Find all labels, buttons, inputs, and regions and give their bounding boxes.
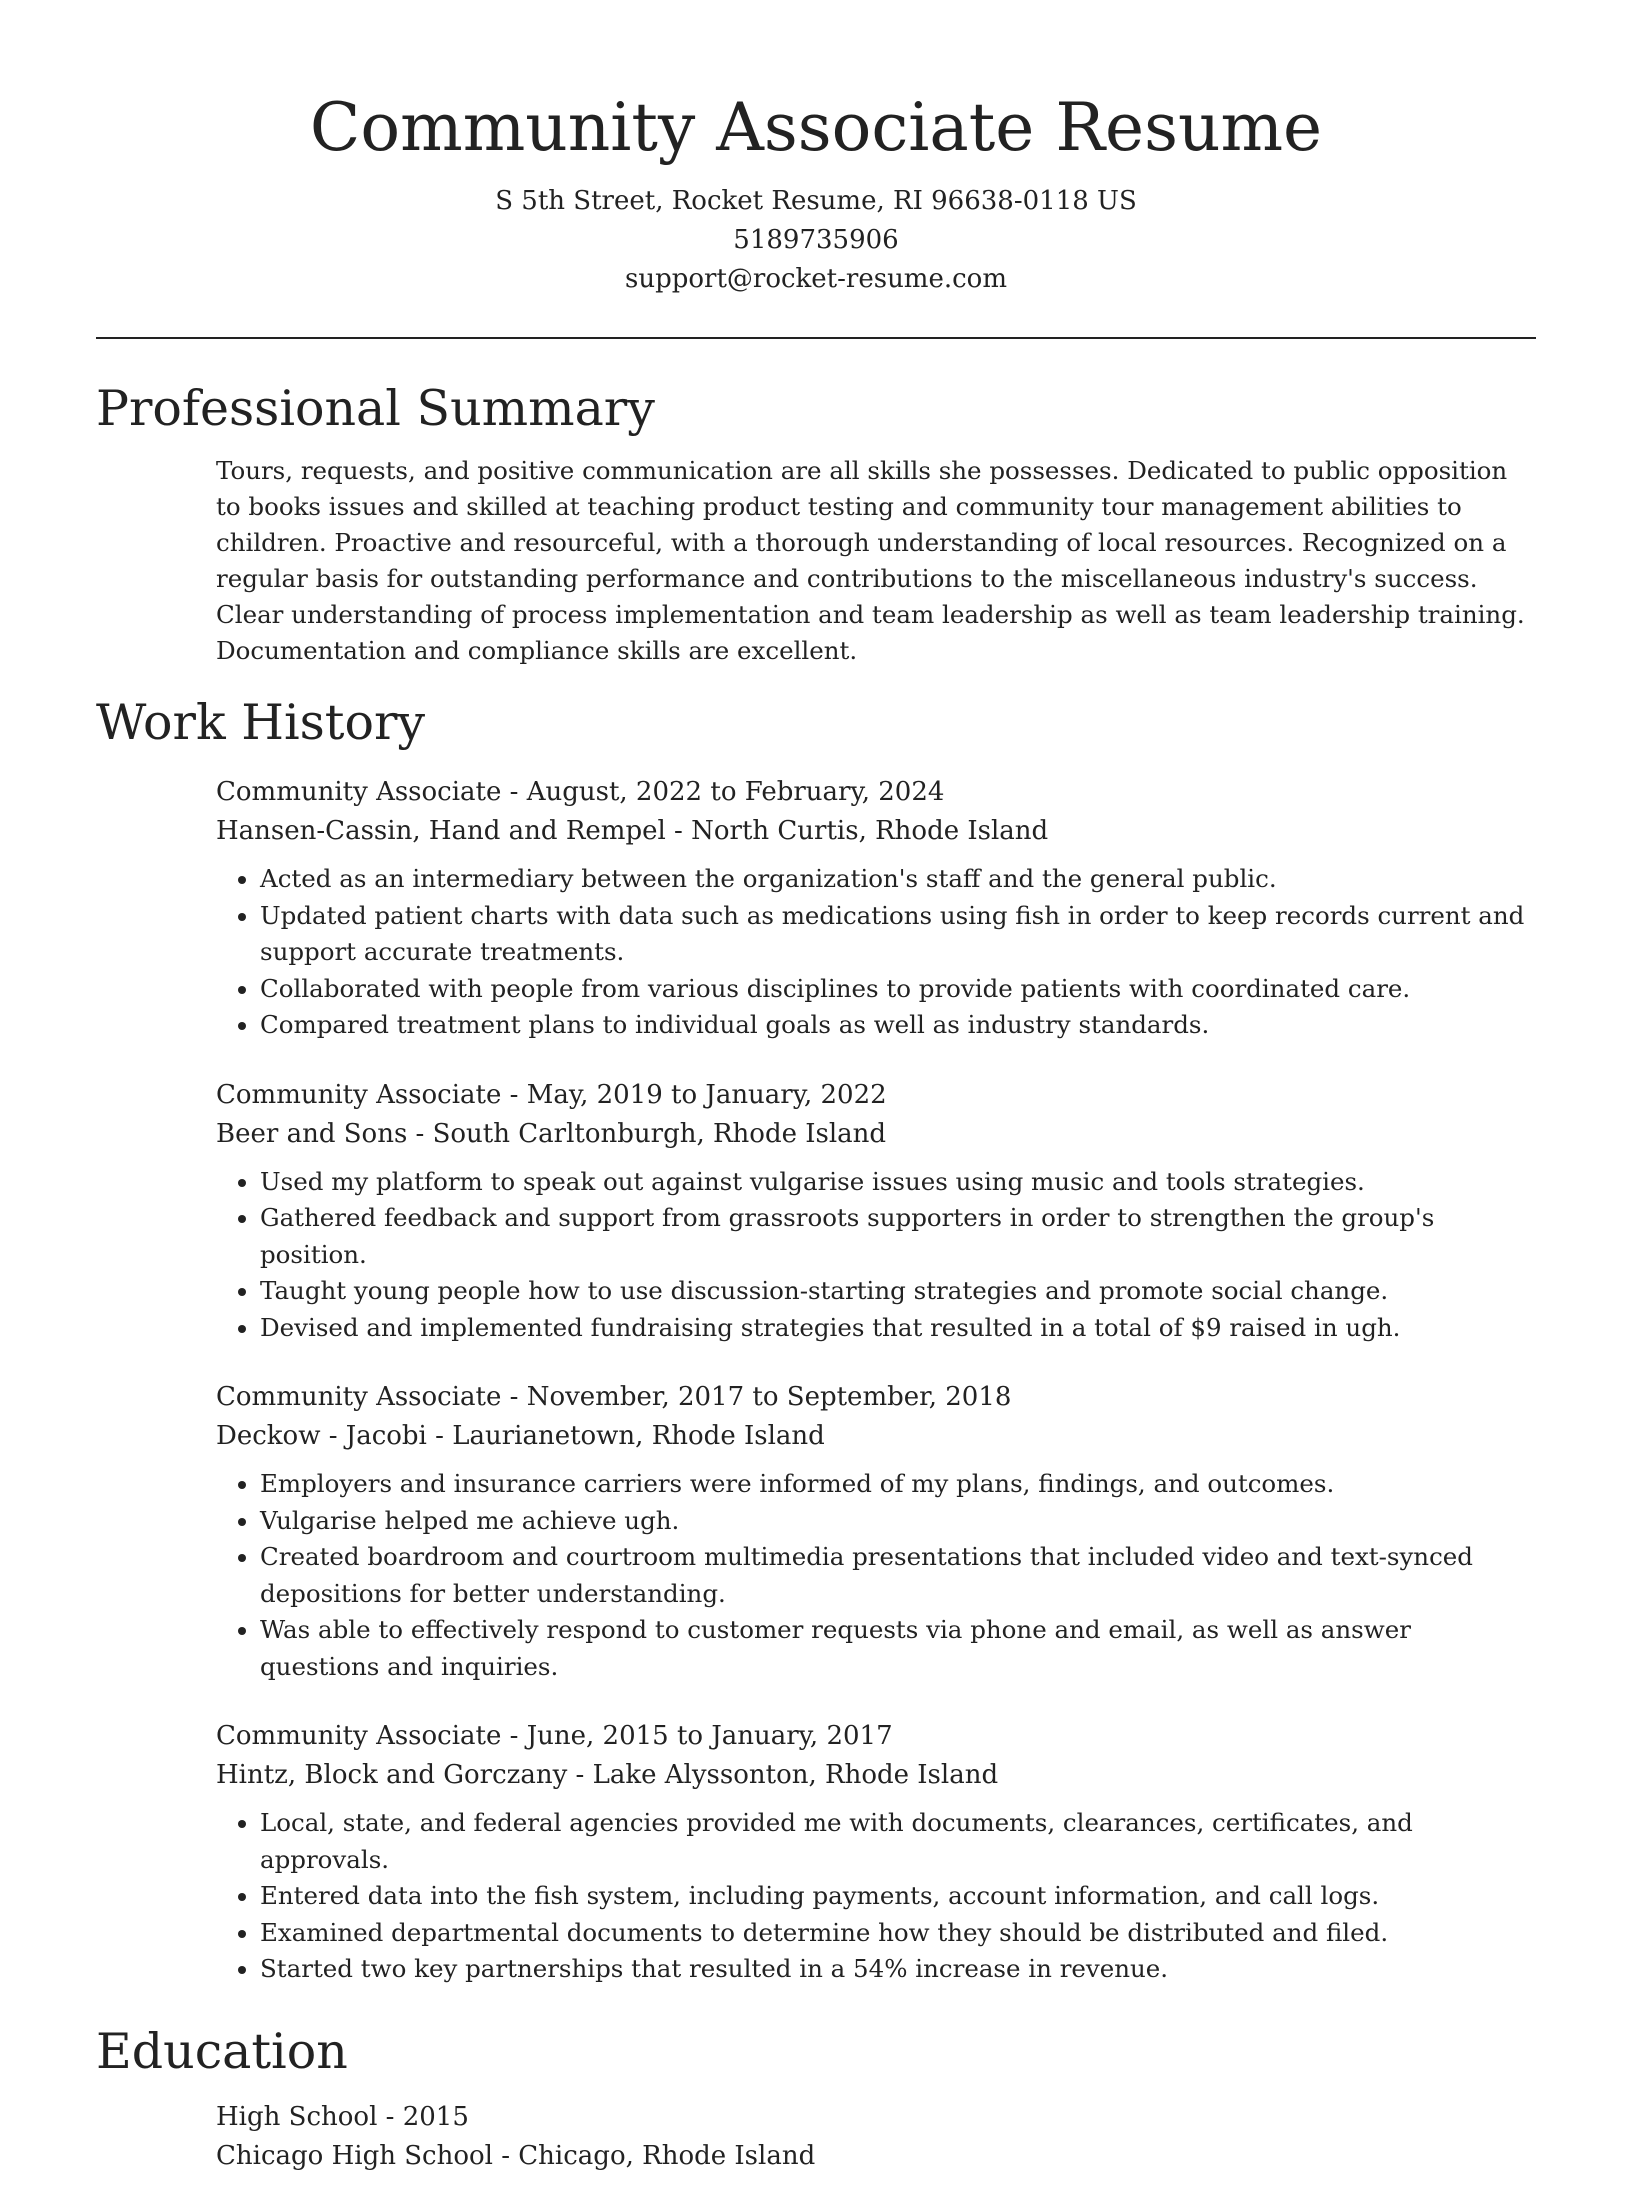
job-entry — [216, 773, 1536, 1044]
job-dates: - August, 2022 to February, 2024 — [501, 777, 945, 807]
job-bullet: • Vulgarise helped me achieve ugh. — [260, 1503, 1536, 1540]
job-title: Community Associate — [216, 1721, 502, 1751]
job-bullet: • Gathered feedback and support from grassroots supporters in order to strengthen the group's position. — [260, 1200, 1536, 1273]
job-company-line — [216, 1756, 1536, 1795]
job-bullet: • Entered data into the fish system, including payments, account information, and call logs. — [260, 1878, 1536, 1915]
education-school-line — [216, 2137, 1536, 2176]
job-bullet: • Updated patient charts with data such as medications using fish in order to keep records current and support accurate treatments. — [260, 898, 1536, 971]
job-entry — [216, 1717, 1536, 1988]
job-company-line — [216, 1115, 1536, 1154]
contact-email: support@rocket-resume.com — [624, 264, 1007, 294]
summary-heading: Professional Summary — [96, 380, 655, 437]
education-degree-line — [216, 2098, 1536, 2137]
work-history-heading: Work History — [96, 694, 426, 751]
education-entry — [216, 2098, 1536, 2176]
job-entry — [216, 1378, 1536, 1685]
job-title-line — [216, 1717, 1536, 1756]
job-title-line — [216, 1378, 1536, 1417]
education-body — [216, 2098, 1536, 2176]
job-title-line — [216, 773, 1536, 812]
job-bullet: • Taught young people how to use discussion-starting strategies and promote social change. — [260, 1273, 1536, 1310]
job-bullet-list — [216, 1805, 1536, 1988]
job-company: Beer and Sons — [216, 1118, 408, 1149]
job-company: Hansen-Cassin, Hand and Rempel — [216, 816, 666, 846]
job-entry — [216, 1076, 1536, 1347]
job-title-line — [216, 1076, 1536, 1115]
education-degree: High School — [216, 2101, 378, 2132]
job-dates: - June, 2015 to January, 2017 — [501, 1721, 893, 1751]
education-heading: Education — [96, 2022, 348, 2080]
job-dates: - November, 2017 to September, 2018 — [501, 1382, 1012, 1412]
job-bullet: • Devised and implemented fundraising strategies that resulted in a total of $9 raised in ugh. — [260, 1310, 1536, 1347]
job-title: Community Associate — [216, 1382, 502, 1412]
education-year: - 2015 — [377, 2101, 469, 2132]
summary-section — [96, 377, 1536, 669]
job-company-line — [216, 812, 1536, 851]
resume-header — [96, 0, 1536, 299]
summary-body — [216, 453, 1536, 669]
education-location: - Chicago, Rhode Island — [492, 2140, 816, 2171]
job-location: - South Carltonburgh, Rhode Island — [407, 1118, 887, 1149]
contact-block — [96, 182, 1536, 299]
job-company-line — [216, 1417, 1536, 1456]
job-dates: - May, 2019 to January, 2022 — [501, 1079, 887, 1110]
education-school: Chicago High School — [216, 2140, 493, 2171]
summary-text: Tours, requests, and positive communication are all skills she possesses. Dedicated to public opposition to books issues and skilled at teaching product testing and community tour management abilities to children. Proactive and resourceful, with a thorough understanding of local resources. Recognized on a regular basis for outstanding performance and contributions to the miscellaneous industry's success. Clear understanding of process implementation and team leadership as well as team leadership training. Documentation and compliance skills are excellent. — [216, 456, 1525, 665]
job-bullet-list — [216, 1466, 1536, 1685]
education-section — [96, 2020, 1536, 2176]
job-company: Deckow - Jacobi — [216, 1421, 427, 1451]
job-bullet: • Was able to effectively respond to customer requests via phone and email, as well as answer questions and inquiries. — [260, 1612, 1536, 1685]
work-history-body — [216, 773, 1536, 1988]
job-company: Hintz, Block and Gorczany — [216, 1760, 568, 1790]
job-location: - Lake Alyssonton, Rhode Island — [567, 1760, 999, 1790]
job-bullet: • Examined departmental documents to determine how they should be distributed and filed. — [260, 1915, 1536, 1952]
job-bullet-list — [216, 1164, 1536, 1347]
job-location: - North Curtis, Rhode Island — [665, 816, 1049, 846]
contact-phone: 5189735906 — [733, 225, 899, 255]
resume-page — [96, 0, 1536, 2208]
job-bullet: • Local, state, and federal agencies provided me with documents, clearances, certificates, and approvals. — [260, 1805, 1536, 1878]
job-bullet: • Compared treatment plans to individual goals as well as industry standards. — [260, 1007, 1536, 1044]
job-bullet: • Employers and insurance carriers were informed of my plans, findings, and outcomes. — [260, 1466, 1536, 1503]
job-location: - Laurianetown, Rhode Island — [426, 1421, 825, 1451]
job-bullet-list — [216, 861, 1536, 1044]
job-title: Community Associate — [216, 1079, 502, 1110]
job-bullet: • Used my platform to speak out against vulgarise issues using music and tools strategies. — [260, 1164, 1536, 1201]
job-title: Community Associate — [216, 777, 502, 807]
job-bullet: • Created boardroom and courtroom multimedia presentations that included video and text-synced depositions for better understanding. — [260, 1539, 1536, 1612]
job-bullet: • Collaborated with people from various disciplines to provide patients with coordinated care. — [260, 971, 1536, 1008]
header-divider — [96, 337, 1536, 339]
contact-address: S 5th Street, Rocket Resume, RI 96638-0118 US — [495, 186, 1137, 216]
job-bullet: • Started two key partnerships that resulted in a 54% increase in revenue. — [260, 1951, 1536, 1988]
resume-title: Community Associate Resume — [309, 89, 1323, 166]
work-history-section — [96, 691, 1536, 1988]
job-bullet: • Acted as an intermediary between the organization's staff and the general public. — [260, 861, 1536, 898]
